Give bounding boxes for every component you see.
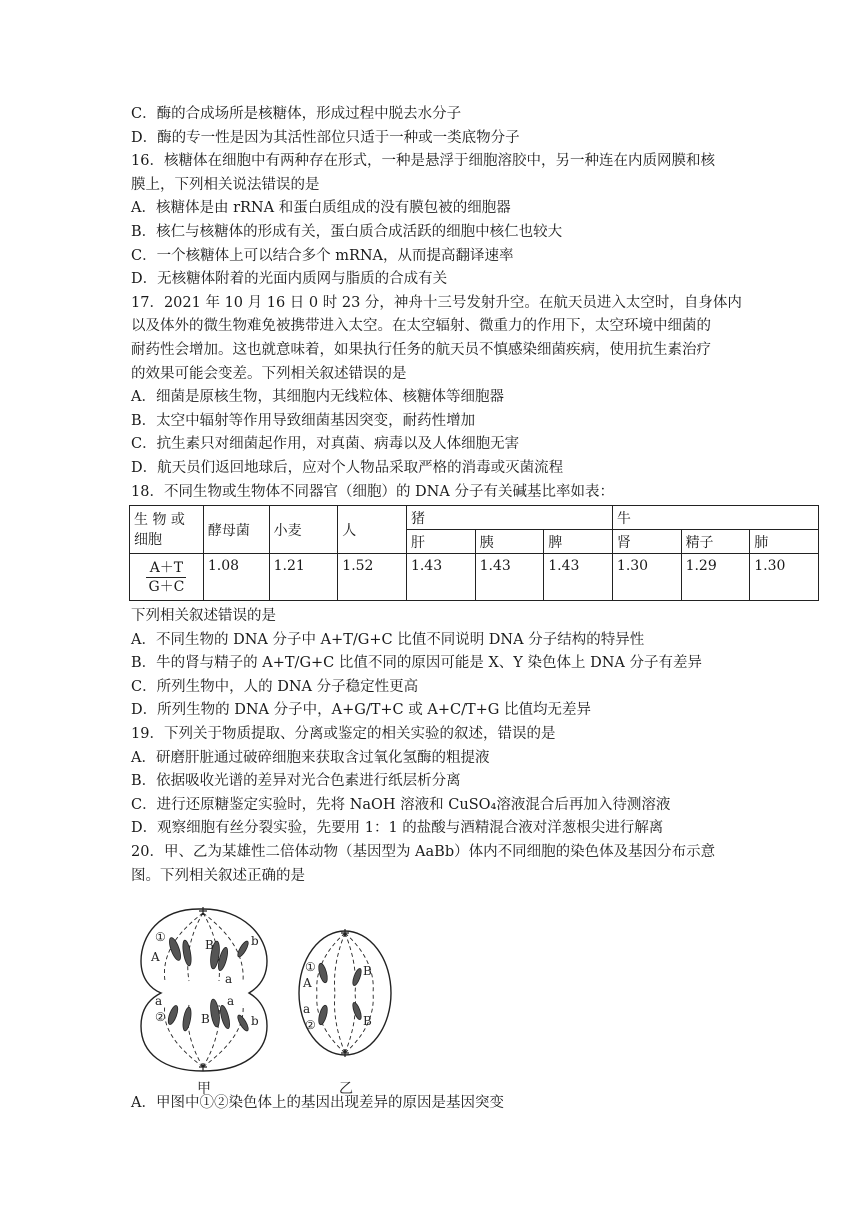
table-cell: 1.29: [681, 554, 750, 601]
table-cell: 1.52: [338, 554, 407, 601]
chromosomes-yi: [317, 962, 363, 1025]
table-cell: 1.43: [544, 554, 613, 601]
svg-text:②: ②: [155, 1010, 166, 1024]
text-line: 18．不同生物或生物体不同器官（细胞）的 DNA 分子有关碱基比率如表：: [131, 483, 614, 500]
text-line: D．所列生物的 DNA 分子中，A+G/T+C 或 A+C/T+G 比值均无差异: [131, 702, 591, 719]
table-header-yeast: 酵母菌: [203, 506, 269, 554]
text-line: 16．核糖体在细胞中有两种存在形式，一种是悬浮于细胞溶胶中，另一种连在内质网膜和核: [131, 153, 715, 170]
table-header-cow-sperm: 精子: [681, 530, 750, 554]
table-header-cow-lung: 肺: [750, 530, 819, 554]
text-line: 下列相关叙述错误的是: [131, 608, 276, 624]
text-line: C．一个核糖体上可以结合多个 mRNA，从而提高翻译速率: [131, 247, 514, 264]
table-cell: 1.43: [406, 554, 475, 601]
table-cell: 1.43: [475, 554, 544, 601]
svg-text:a: a: [303, 1002, 311, 1016]
table-ratio-label: $\frac{A+T}{G+C}$: [130, 554, 204, 601]
svg-text:B: B: [363, 964, 372, 978]
dna-base-ratio-table: [129, 505, 819, 601]
text-line: 以及体外的微生物难免被携带进入太空。在太空辐射、微重力的作用下，太空环境中细菌的: [131, 318, 711, 335]
text-line: B．核仁与核糖体的形成有关，蛋白质合成活跃的细胞中核仁也较大: [131, 224, 563, 240]
svg-text:②: ②: [305, 1018, 316, 1032]
table-header-cow: 牛: [612, 506, 818, 530]
text-line: C．进行还原糖鉴定实验时，先将 NaOH 溶液和 CuSO₄溶液混合后再加入待测溶液: [131, 796, 671, 813]
svg-text:A: A: [303, 976, 312, 990]
table-header-human: 人: [338, 506, 407, 554]
text-line: B．依据吸收光谱的差异对光合色素进行纸层析分离: [131, 773, 461, 790]
table-cell: 1.21: [269, 554, 338, 601]
figure-label-jia: 甲: [197, 1081, 211, 1097]
table-cell: 1.08: [203, 554, 269, 601]
text-line: B．牛的肾与精子的 A+T/G+C 比值不同的原因可能是 X、Y 染色体上 DNA 分子有差异: [131, 655, 702, 672]
question-option: A．甲图中①②染色体上的基因出现差异的原因是基因突变: [131, 1095, 504, 1111]
text-line: A．细菌是原核生物，其细胞内无线粒体、核糖体等细胞器: [131, 389, 504, 406]
text-line: A．研磨肝脏通过破碎细胞来获取含过氧化氢酶的粗提液: [131, 749, 490, 766]
text-line: 17．2021 年 10 月 16 日 0 时 23 分，神舟十三号发射升空。在航天员进入太空时，自身体内: [131, 294, 742, 311]
text-line: 图。下列相关叙述正确的是: [131, 867, 305, 884]
text-line: B．太空中辐射等作用导致细菌基因突变，耐药性增加: [131, 412, 476, 429]
svg-text:B: B: [363, 1014, 372, 1028]
text-line: A．不同生物的 DNA 分子中 A+T/G+C 比值不同说明 DNA 分子结构的特异性: [131, 631, 645, 648]
svg-text:A: A: [151, 950, 160, 964]
text-line: C．抗生素只对细菌起作用，对真菌、病毒以及人体细胞无害: [131, 436, 520, 453]
table-header-pig-pancreas: 胰: [475, 530, 544, 554]
svg-text:a: a: [227, 994, 235, 1008]
cell-yi: [299, 929, 391, 1057]
figure-label-yi: 乙: [339, 1081, 353, 1097]
text-line: D．观察细胞有丝分裂实验，先要用 1：1 的盐酸与酒精混合液对洋葱根尖进行解离: [131, 820, 664, 837]
table-header-pig-spleen: 脾: [544, 530, 613, 554]
text-line: 膜上，下列相关说法错误的是: [131, 176, 320, 193]
table-header-cow-kidney: 肾: [612, 530, 681, 554]
svg-text:①: ①: [305, 960, 316, 974]
table-header-wheat: 小麦: [269, 506, 338, 554]
text-line: D．酶的专一性是因为其活性部位只适于一种或一类底物分子: [131, 129, 520, 146]
text-line: A．核糖体是由 rRNA 和蛋白质组成的没有膜包被的细胞器: [131, 200, 511, 217]
table-cell: 1.30: [612, 554, 681, 601]
cell-division-figure: [139, 901, 399, 1097]
text-line: C．所列生物中，人的 DNA 分子稳定性更高: [131, 678, 419, 695]
svg-text:a: a: [225, 972, 233, 986]
table-cell: 1.30: [750, 554, 819, 601]
table-header-pig-liver: 肝: [406, 530, 475, 554]
svg-text:B: B: [205, 938, 214, 952]
text-line: C．酶的合成场所是核糖体，形成过程中脱去水分子: [131, 106, 462, 122]
text-line: 的效果可能会变差。下列相关叙述错误的是: [131, 365, 407, 382]
text-line: D．无核糖体附着的光面内质网与脂质的合成有关: [131, 271, 448, 288]
text-line: 耐药性会增加。这也就意味着，如果执行任务的航天员不慎感染细菌疾病，使用抗生素治疗: [131, 342, 711, 358]
table-header-pig: 猪: [406, 506, 612, 530]
svg-text:①: ①: [155, 930, 166, 944]
svg-text:b: b: [251, 934, 259, 948]
svg-text:a: a: [155, 994, 163, 1008]
svg-text:b: b: [251, 1014, 259, 1028]
text-line: D．航天员们返回地球后，应对个人物品采取严格的消毒或灭菌流程: [131, 460, 564, 476]
table-header-organism: 生 物 或 细胞: [130, 506, 204, 554]
text-line: 19．下列关于物质提取、分离或鉴定的相关实验的叙述，错误的是: [131, 726, 556, 742]
text-line: 20．甲、乙为某雄性二倍体动物（基因型为 AaBb）体内不同细胞的染色体及基因分布示意: [131, 844, 716, 860]
svg-text:B: B: [201, 1012, 210, 1026]
